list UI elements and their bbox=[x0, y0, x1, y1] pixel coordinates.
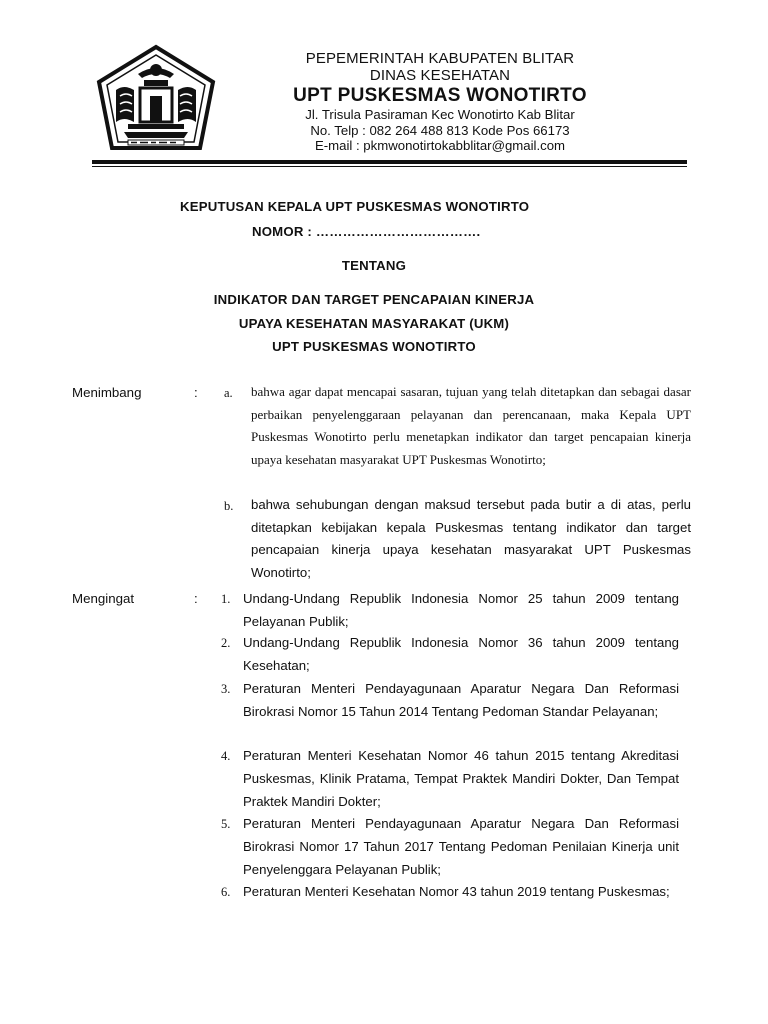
phone-line: No. Telp : 082 264 488 813 Kode Pos 66173 bbox=[310, 122, 570, 138]
government-name: PEPEMERINTAH KABUPATEN BLITAR bbox=[305, 50, 575, 67]
list-item-text: Peraturan Menteri Kesehatan Nomor 43 tahun 2019 tentang Puskesmas; bbox=[243, 884, 670, 899]
list-item-text: Undang-Undang Republik Indonesia Nomor 36 tahun 2009 tentang Kesehatan; bbox=[243, 635, 679, 673]
address-line: Jl. Trisula Pasiraman Kec Wonotirto Kab Blitar bbox=[305, 107, 575, 122]
letterhead-rule-thick bbox=[92, 160, 687, 164]
mengingat-label: Mengingat bbox=[72, 591, 135, 606]
list-marker: 5. bbox=[221, 817, 231, 831]
decree-title: KEPUTUSAN KEPALA UPT PUSKESMAS WONOTIRTO bbox=[180, 199, 530, 214]
agency-name: DINAS KESEHATAN bbox=[369, 67, 511, 84]
list-marker: 2. bbox=[221, 636, 231, 650]
list-item-text: Peraturan Menteri Pendayagunaan Aparatur Negara Dan Reformasi Birokrasi Nomor 17 Tahun 2017 Tentang Pedoman Penilaian Kinerja unit Penyelenggara Pelayanan Publik; bbox=[243, 816, 679, 877]
decree-number: NOMOR : ………………………………. bbox=[252, 224, 481, 239]
menimbang-label: Menimbang bbox=[72, 385, 142, 400]
email-line: E-mail : pkmwonotirtokabblitar@gmail.com bbox=[314, 138, 566, 153]
kabupaten-blitar-emblem-icon bbox=[94, 44, 218, 152]
list-item-text: Peraturan Menteri Kesehatan Nomor 46 tahun 2015 tentang Akreditasi Puskesmas, Klinik Pratama, Tempat Praktek Mandiri Dokter, Dan Tempat Praktek Mandiri Dokter; bbox=[243, 748, 679, 809]
subject-line-2: UPAYA KESEHATAN MASYARAKAT (UKM) bbox=[238, 316, 510, 331]
list-marker: b. bbox=[224, 499, 234, 513]
menimbang-colon: : bbox=[194, 385, 198, 400]
list-item-text: bahwa sehubungan dengan maksud tersebut pada butir a di atas, perlu ditetapkan kebijakan kepala Puskesmas tentang indikator dan target pencapaian kinerja upaya kesehatan masyarakat UPT Puskesmas Wonotirto; bbox=[251, 497, 691, 580]
institution-name: UPT PUSKESMAS WONOTIRTO bbox=[293, 85, 587, 106]
list-marker: 3. bbox=[221, 682, 231, 696]
about-heading: TENTANG bbox=[341, 258, 407, 273]
list-marker: 4. bbox=[221, 749, 231, 763]
list-marker: 1. bbox=[221, 592, 231, 606]
subject-line-3: UPT PUSKESMAS WONOTIRTO bbox=[272, 339, 476, 354]
list-marker: 6. bbox=[221, 885, 231, 899]
list-item-text: Undang-Undang Republik Indonesia Nomor 25 tahun 2009 tentang Pelayanan Publik; bbox=[243, 591, 679, 629]
list-marker: a. bbox=[224, 386, 233, 400]
list-item-text: Peraturan Menteri Pendayagunaan Aparatur Negara Dan Reformasi Birokrasi Nomor 15 Tahun 2014 Tentang Pedoman Standar Pelayanan; bbox=[243, 681, 679, 719]
letterhead-rule-thin bbox=[92, 166, 687, 167]
list-item-text: bahwa agar dapat mencapai sasaran, tujuan yang telah ditetapkan dan sebagai dasar perbaikan penyelenggaraan pelayanan dan perencanaan, maka Kepala UPT Puskesmas Wonotirto perlu menetapkan indikator dan target pencapaian kinerja upaya kesehatan masyarakat UPT Puskesmas Wonotirto; bbox=[251, 384, 691, 467]
letterhead bbox=[230, 50, 650, 154]
mengingat-colon: : bbox=[194, 591, 198, 606]
subject-line-1: INDIKATOR DAN TARGET PENCAPAIAN KINERJA bbox=[213, 292, 535, 307]
